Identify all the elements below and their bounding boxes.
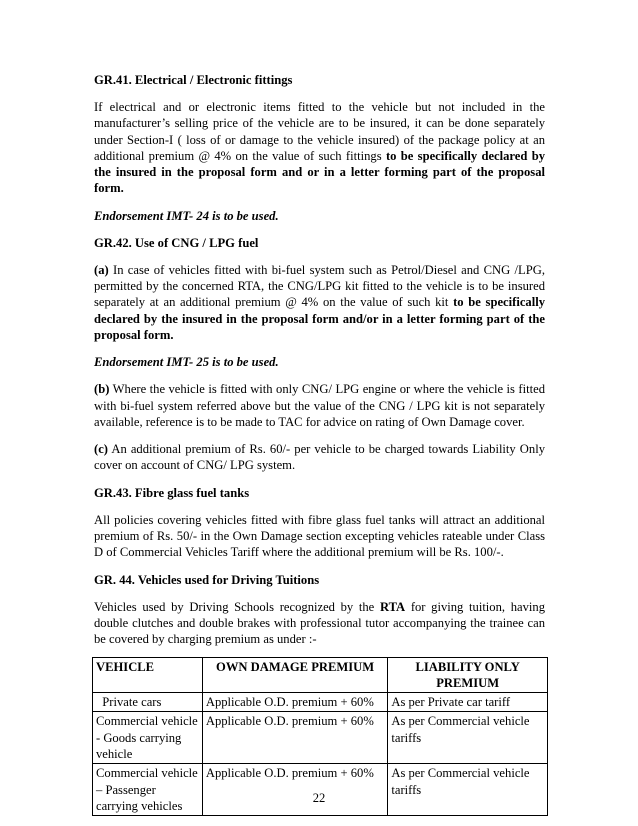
table-cell: As per Commercial vehicle tariffs (388, 712, 548, 764)
gr41-body-text: If electrical and or electronic items fitted to the vehicle but not included in the manufacturer’s selling price of the vehicle are to be insured, it can be done separately under Section-I ( loss of or damage to the vehicle insured) of the package policy at an additional premium @ 4% on the value of such fittings (94, 100, 545, 163)
table-cell: Applicable O.D. premium + 60% (202, 712, 388, 764)
gr42-heading: GR.42. Use of CNG / LPG fuel (94, 235, 259, 250)
header-liability-only-premium: LIABILITY ONLY PREMIUM (388, 657, 548, 693)
gr41-heading: GR.41. Electrical / Electronic fittings (94, 73, 293, 87)
table-row (93, 693, 548, 712)
table-cell: As per Commercial vehicle tariffs (388, 764, 548, 816)
gr42-b-text: Where the vehicle is fitted with only CNG/ LPG engine or where the vehicle is fitted with bi-fuel system referred above but the value of the CNG / LPG kit is not separately available, reference is to be made to TAC for advice on rating of Own Damage cover. (94, 382, 545, 429)
gr42-paragraph-a (94, 262, 545, 343)
table-row (93, 712, 548, 764)
table-cell: Applicable O.D. premium + 60% (202, 693, 388, 712)
gr42-paragraph-c (94, 441, 545, 474)
table-cell: Private cars (93, 693, 203, 712)
gr41-endorsement: Endorsement IMT- 24 is to be used. (94, 208, 279, 223)
table-cell: Commercial vehicle - Goods carrying vehicle (93, 712, 203, 764)
gr43-paragraph: All policies covering vehicles fitted with fibre glass fuel tanks will attract an additional premium of Rs. 50/- in the Own Damage section excepting vehicles rateable under Class D of Commercial Vehicles Tariff where the additional premium will be Rs. 100/-. (94, 512, 545, 560)
table-cell: Applicable O.D. premium + 60% (202, 764, 388, 816)
table-row (93, 764, 548, 816)
document-page (94, 72, 545, 816)
table-cell: As per Private car tariff (388, 693, 548, 712)
header-own-damage-premium: OWN DAMAGE PREMIUM (202, 657, 388, 693)
gr44-paragraph (94, 599, 545, 648)
gr42-paragraph-b (94, 381, 545, 430)
page-number: 22 (312, 791, 326, 805)
gr44-body-text-2: for giving tuition, having double clutches and double brakes with professional tutor accompanying the trainee can be covered by charging premium as under :- (94, 599, 545, 647)
gr42-c-text: An additional premium of Rs. 60/- per vehicle to be charged towards Liability Only cover on account of CNG/ LPG system. (94, 442, 545, 473)
gr44-body-rta: RTA (379, 599, 406, 614)
gr42-b-label: (b) (94, 382, 110, 397)
gr43-heading: GR.43. Fibre glass fuel tanks (94, 485, 250, 500)
table-cell: Commercial vehicle – Passenger carrying vehicles (93, 764, 203, 816)
gr44-heading: GR. 44. Vehicles used for Driving Tuitions (94, 572, 320, 587)
header-vehicle: VEHICLE (93, 657, 203, 693)
table-header-row (93, 657, 548, 693)
gr41-paragraph (94, 99, 545, 197)
gr42-a-label: (a) (94, 262, 109, 277)
gr42-a-bold: to be specifically declared by the insured in the proposal form and/or in a letter forming part of the proposal form. (94, 295, 545, 342)
gr42-endorsement: Endorsement IMT- 25 is to be used. (94, 355, 279, 370)
gr44-body-text-1: Vehicles used by Driving Schools recognized by the (94, 599, 380, 614)
gr41-body-bold: to be specifically declared by the insured in the proposal form and or in a letter forming part of the proposal form. (94, 148, 545, 196)
gr42-a-text: In case of vehicles fitted with bi-fuel system such as Petrol/Diesel and CNG /LPG, permitted by the concerned RTA, the CNG/LPG kit fitted to the vehicle is to be insured separately at an additional premium @ 4% on the value of such kit (94, 262, 545, 310)
gr42-c-label: (c) (94, 442, 108, 457)
